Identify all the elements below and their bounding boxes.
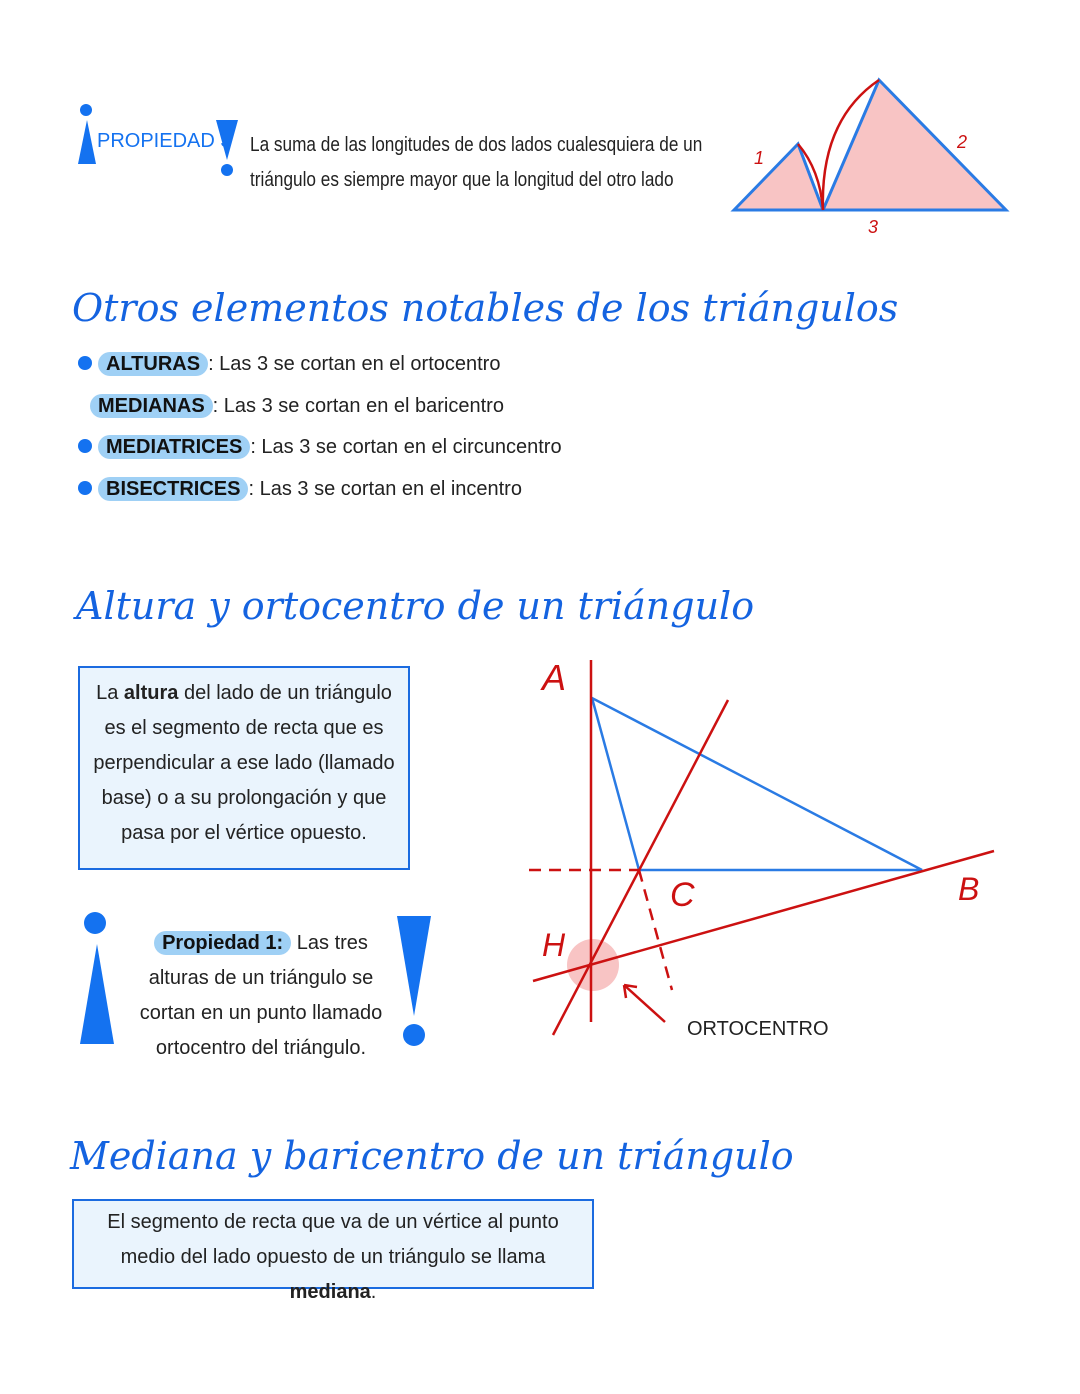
text-line: triángulo es siempre mayor que la longitud del otro lado [250, 169, 674, 191]
label-h: H [542, 927, 566, 963]
mediana-definition-box [72, 1199, 594, 1303]
altitude-b [553, 700, 728, 1035]
propiedad-3-label: PROPIEDAD 3 [97, 130, 232, 152]
desc: : Las 3 se cortan en el ortocentro [208, 353, 501, 375]
triangle-abc [592, 698, 922, 870]
text: . [370, 1281, 377, 1303]
side-label-3: 3 [868, 217, 879, 237]
section-title-mediana: Mediana y baricentro de un triángulo [70, 1134, 794, 1178]
desc: : Las 3 se cortan en el baricentro [212, 394, 504, 417]
desc: : Las 3 se cortan en el incentro [248, 477, 522, 500]
bold-term: mediana [289, 1281, 371, 1303]
label-ortocentro: ORTOCENTRO [687, 1018, 829, 1040]
side-label-1: 1 [754, 148, 765, 168]
term: MEDIATRICES [98, 435, 250, 459]
bold-term: altura [123, 682, 179, 704]
label-a: A [542, 657, 567, 698]
label-c: C [670, 876, 695, 914]
section-title-altura: Altura y ortocentro de un triángulo [76, 584, 755, 628]
section-title-otros: Otros elementos notables de los triángulos [72, 286, 899, 330]
label-b: B [958, 871, 980, 907]
term: MEDIANAS [90, 394, 213, 418]
text: La [96, 682, 124, 704]
side-label-2: 2 [957, 132, 968, 152]
propiedad-1-label: Propiedad 1: [154, 931, 291, 955]
arrow-icon [624, 985, 665, 1022]
desc: : Las 3 se cortan en el circuncentro [250, 436, 562, 458]
term: BISECTRICES [98, 477, 248, 501]
text: Las tres alturas de un triángulo se cortan en un punto llamado ortocentro del triángulo. [139, 932, 383, 1059]
term: ALTURAS [98, 352, 208, 376]
text-line: La suma de las longitudes de dos lados cualesquiera de un [250, 134, 703, 156]
text: El segmento de recta que va de un vértice al punto medio del lado opuesto de un triángulo se llama [107, 1211, 559, 1268]
text: del lado de un triángulo es el segmento de recta que es perpendicular a ese lado (llamado base) o a su prolongación y que pasa por el vértice opuesto. [93, 682, 395, 844]
extension-dashed [639, 870, 672, 990]
